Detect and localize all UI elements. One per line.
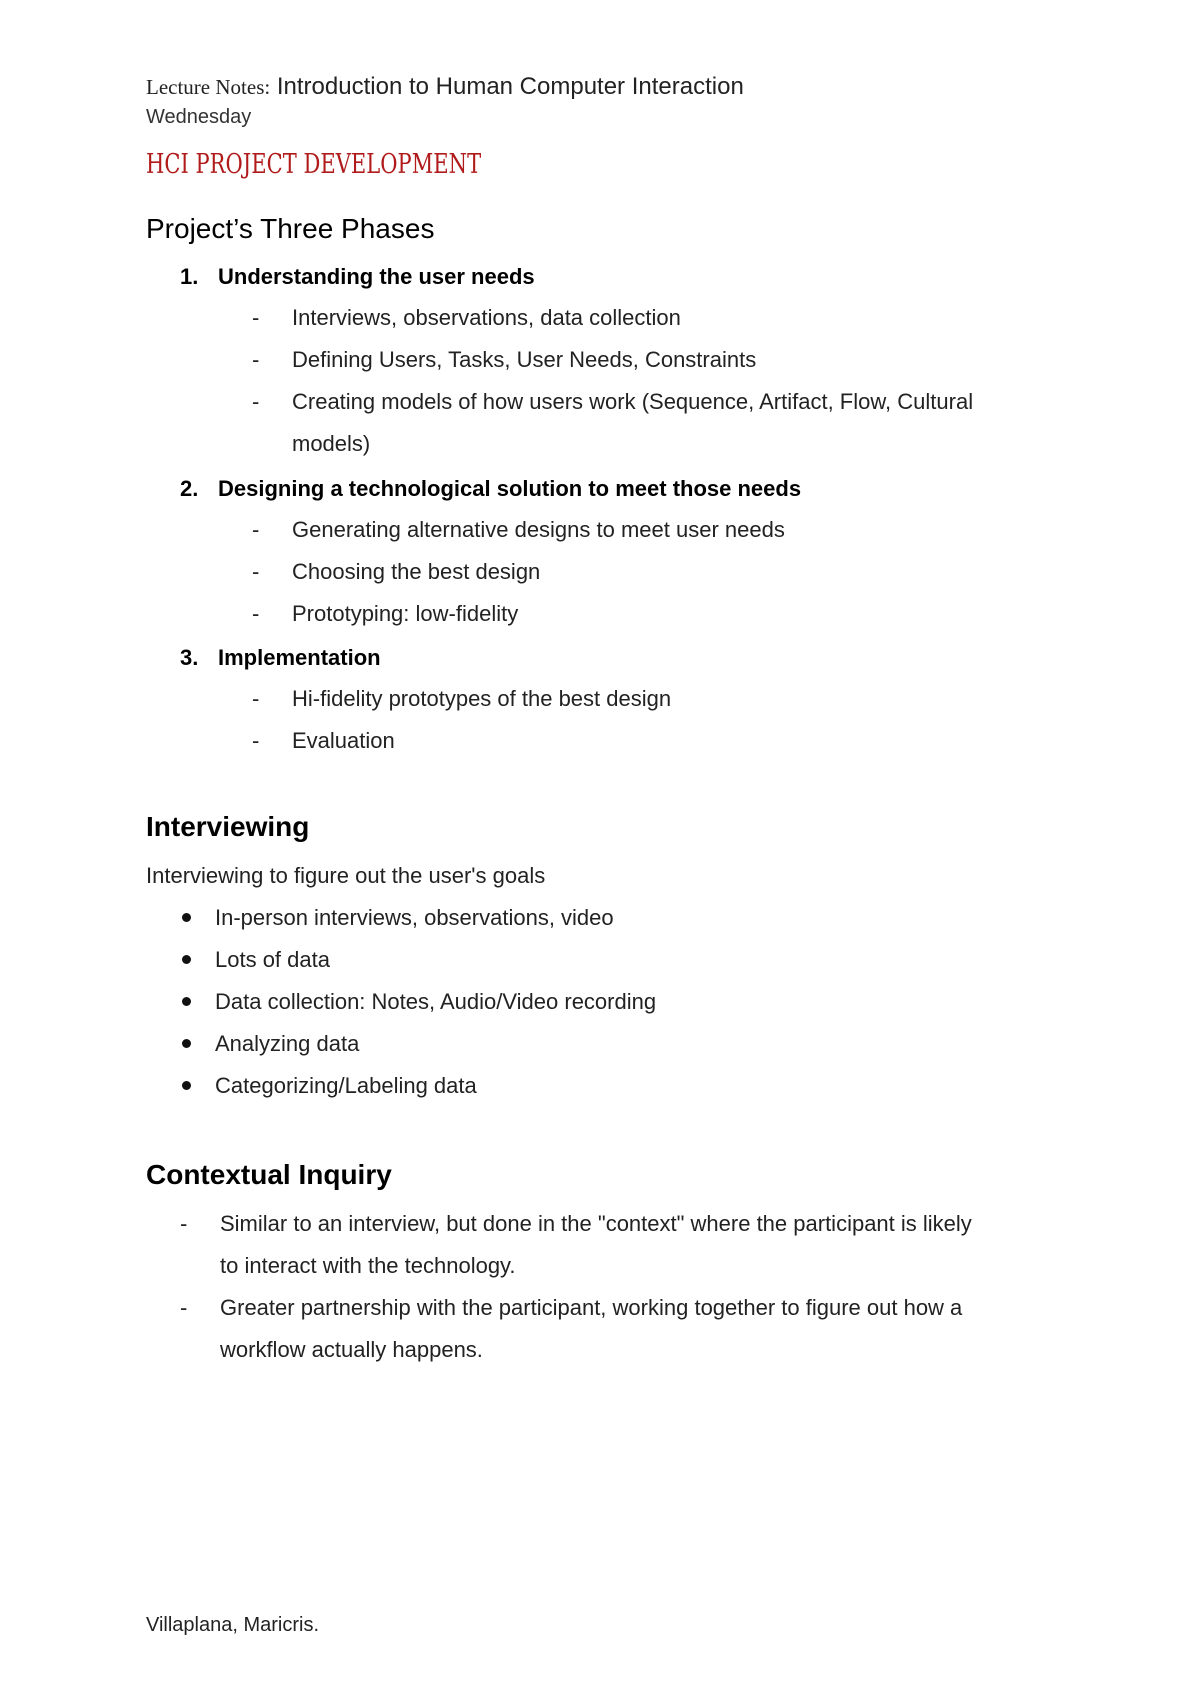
phase-label: Implementation [218, 645, 381, 670]
phases-heading: Project’s Three Phases [146, 213, 435, 244]
main-title: HCI PROJECT DEVELOPMENT [146, 149, 482, 180]
header-day: Wednesday [146, 106, 252, 128]
phase-item-3 [180, 643, 381, 673]
header-course: Introduction to Human Computer Interaction [276, 73, 744, 100]
phase-number: 3. [180, 645, 199, 670]
interviewing-bullet: Categorizing/Labeling data [182, 1071, 477, 1101]
phase-number: 2. [180, 476, 199, 501]
contextual-inquiry-item-continuation: workflow actually happens. [220, 1337, 483, 1362]
document-page: Lecture Notes: Introduction to Human Computer Interaction Wednesday HCI PROJECT DEVELOPMENT Project’s Three Phases 1. Understanding the user needs - Interviews, observations, data collection - Defining Users, Tasks, User Needs, Constraints - Creating models of how users work (Sequence, Artifact, Flow, Cultural models) 2. Designing a technological solution to meet those needs - Generating alternative designs to meet user needs - Choosing the best design - Prototyping: low-fidelity 3. Implementation - Hi-fidelity prototypes of the best design - Evaluation Interviewing Interviewing to figure out the user's goals In-person interviews, observations, video Lots of data Data collection: Notes, Audio/Video recording Analyzing data Categorizing/Labeling data Contextual Inquiry - Similar to an interview, but done in the "context" where the participant is likely to interact with the technology. - Greater partnership with the participant, working together to figure out how a workflow actually happens. Villaplana, Maricris. [0, 0, 1200, 1698]
bullet-icon [182, 997, 191, 1006]
phase-number: 1. [180, 264, 199, 289]
phase-item-2 [180, 474, 801, 504]
bullet-icon [182, 955, 191, 964]
header-prefix: Lecture Notes: [146, 75, 271, 99]
phase-item-1 [180, 262, 535, 292]
interviewing-bullet: Data collection: Notes, Audio/Video recording [182, 987, 656, 1017]
header-course-line [146, 72, 744, 102]
interviewing-intro: Interviewing to figure out the user's goals [146, 863, 546, 888]
interviewing-heading: Interviewing [146, 811, 310, 842]
bullet-icon [182, 913, 191, 922]
contextual-inquiry-heading: Contextual Inquiry [146, 1159, 392, 1190]
bullet-icon [182, 1081, 191, 1090]
phase-label: Understanding the user needs [218, 264, 535, 289]
footer-author: Villaplana, Maricris. [146, 1614, 320, 1636]
interviewing-bullet: Analyzing data [182, 1029, 359, 1059]
contextual-inquiry-item-continuation: to interact with the technology. [220, 1253, 516, 1278]
phase-label: Designing a technological solution to meet those needs [218, 476, 802, 501]
interviewing-bullet: Lots of data [182, 945, 330, 975]
interviewing-bullet: In-person interviews, observations, video [182, 903, 614, 933]
phase-subitem-continuation: models) [292, 431, 371, 456]
bullet-icon [182, 1039, 191, 1048]
